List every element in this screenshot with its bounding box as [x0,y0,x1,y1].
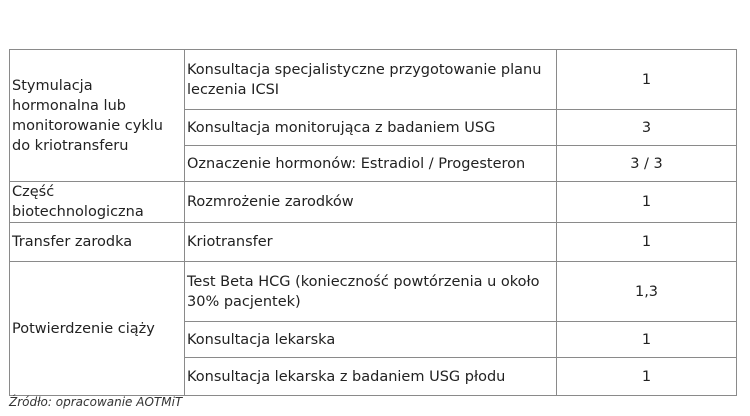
count-cell: 3 / 3 [557,146,737,182]
count-cell: 1 [557,223,737,262]
source-note: Źródło: opracowanie AOTMiT [9,395,183,409]
stage-cell: Część biotechnologiczna [10,182,185,223]
count-cell: 1 [557,322,737,358]
table-row [10,223,737,262]
count-cell: 1,3 [557,262,737,322]
stage-cell: Transfer zarodka [10,223,185,262]
count-cell: 1 [557,358,737,396]
table-row [10,182,737,223]
service-cell: Konsultacja lekarska [185,322,557,358]
count-cell: 3 [557,110,737,146]
service-cell: Konsultacja specjalistyczne przygotowanie planu leczenia ICSI [185,50,557,110]
service-cell: Konsultacja monitorująca z badaniem USG [185,110,557,146]
service-cell: Oznaczenie hormonów: Estradiol / Progesteron [185,146,557,182]
service-cell: Kriotransfer [185,223,557,262]
count-cell: 1 [557,50,737,110]
service-cell: Test Beta HCG (konieczność powtórzenia u około 30% pacjentek) [185,262,557,322]
stage-cell: Stymulacja hormonalna lub monitorowanie cyklu do kriotransferu [10,50,185,182]
procedures-table [9,49,737,396]
table-row [10,262,737,322]
service-cell: Konsultacja lekarska z badaniem USG płodu [185,358,557,396]
count-cell: 1 [557,182,737,223]
service-cell: Rozmrożenie zarodków [185,182,557,223]
table-row [10,50,737,110]
stage-cell: Potwierdzenie ciąży [10,262,185,396]
